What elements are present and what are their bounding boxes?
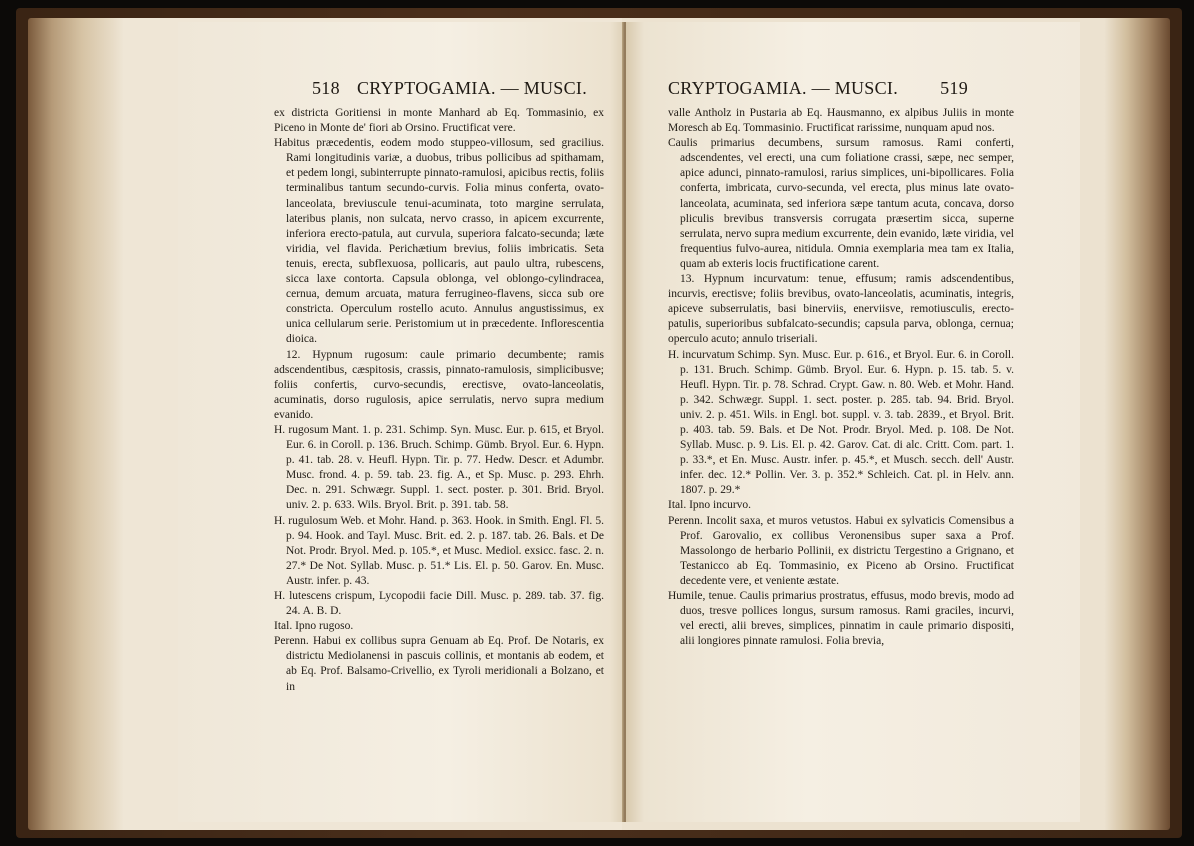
- paragraph: Humile, tenue. Caulis primarius prostratus, effusus, modo brevis, modo ad duos, tresve pollices longus, sursum ramosus. Rami graciles, incurvi, vel erecti, alii breves, simplices, pinnatim in caule primario dispositi, alii longiores pinnate ramulosi. Folia brevia,: [668, 590, 1014, 648]
- paragraph: Perenn. Incolit saxa, et muros vetustos. Habui ex sylvaticis Comensibus a Prof. Garovalio, ex collibus Veronensibus super saxa a Prof. Massolongo de herbario Pollinii, ex districtu Tergestino a Grignano, et Testanicco ab Eq. Tommasinio, ex Piceno ab Orsino. Fructificat decedente vere, et veniente æstate.: [668, 514, 1014, 587]
- paragraph: valle Antholz in Pustaria ab Eq. Hausmanno, ex alpibus Juliis in monte Moresch ab Eq. Tommasinio. Fructificat rarissime, nunquam apud nos.: [668, 107, 1014, 135]
- species-entry: 13. Hypnum incurvatum: tenue, effusum; ramis adscendentibus, incurvis, erectisve; foliis brevibus, ovato-lanceolatis, acuminatis, integris, apiceve subserrulatis, basi binerviis, enerviisve, remotiusculis, erecto-patulis, superioribus subfalcato-secundis; capsula parva, oblonga, cernua; operculo acuto; annulo triseriali.: [668, 273, 1014, 346]
- italian-name: Ital. Ipno incurvo.: [668, 499, 752, 512]
- right-page-text: [668, 106, 1014, 649]
- left-page-header: [312, 78, 612, 104]
- running-title: CRYPTOGAMIA. — MUSCI.: [357, 78, 588, 98]
- page-number: 519: [940, 78, 968, 98]
- paragraph: Caulis primarius decumbens, sursum ramosus. Rami conferti, adscendentes, vel erecti, una cum foliatione crassi, sæpe, nec semper, apice adunci, pinnato-ramulosi, rarius simplices, uni-bipollicares. Folia conferta, imbricata, curvo-secunda, vel erecta, plus minus late ovato-lanceolata, acuminata, sed inferiora sæpe tantum acuta, concava, dorso pliculis brevibus transversis corrugata præsertim sicca, superne serrulata, nervo supra medium excurrente, dein evanido, læte viridia, vel frequentius fulvo-aurea, nitidula. Omnia exemplaria mea tam ex Italia, quam ab exteris locis fructificatione carent.: [668, 137, 1014, 270]
- synonymy: H. rugulosum Web. et Mohr. Hand. p. 363. Hook. in Smith. Engl. Fl. 5. p. 94. Hook. and Tayl. Musc. Brit. ed. 2. p. 187. tab. 26. Bals. et De Not. Prodr. Bryol. Med. p. 105.*, et Musc. Mediol. exsicc. fasc. 2. n. 27.* De Not. Syllab. Musc. p. 51.* Lis. El. p. 50. Garov. En. Musc. Austr. infer. p. 43.: [274, 514, 604, 587]
- synonymy: H. incurvatum Schimp. Syn. Musc. Eur. p. 616., et Bryol. Eur. 6. in Coroll. p. 131. Bruch. Schimp. Gümb. Bryol. Eur. 6. Hypn. p. 15. tab. 5. v. Heufl. Hypn. Tir. p. 78. Schrad. Crypt. Gaw. n. 80. Web. et Mohr. Hand. p. 342. Schwægr. Suppl. 1. sect. poster. p. 285. tab. 94. Brid. Bryol. univ. 2. p. 451. Wils. in Engl. bot. suppl. v. 3. tab. 2839., et Bryol. Brit. p. 403. tab. 59. Bals. et De Not. Prodr. Bryol. Med. p. 108. De Not. Syllab. Musc. p. 9. Lis. El. p. 42. Garov. Cat. di alc. Critt. Com. part. 1. p. 33.*, et En. Musc. Austr. infer. p. 45.*, et Musch. secch. dell' Austr. infer. dec. 12.* Pollin. Ver. 3. p. 352.* Schleich. Cat. pl. in Helv. ann. 1807. p. 29.*: [668, 348, 1014, 497]
- left-page-text: [274, 106, 604, 695]
- species-entry: 12. Hypnum rugosum: caule primario decumbente; ramis adscendentibus, cæspitosis, crassis, pinnato-ramulosis, simplicibusve; foliis confertis, curvo-secundis, erectisve, ovato-lanceolatis, acuminatis, dorso rugulosis, apice serrulatis, nervo supra medium evanido.: [274, 348, 604, 421]
- page-number: 518: [312, 78, 340, 98]
- paragraph: ex districta Goritiensi in monte Manhard ab Eq. Tommasinio, ex Piceno in Monte de' fiori ab Orsino. Fructificat vere.: [274, 107, 604, 135]
- synonymy: H. lutescens crispum, Lycopodii facie Dill. Musc. p. 289. tab. 37. fig. 24. A. B. D.: [274, 590, 604, 618]
- paragraph: Perenn. Habui ex collibus supra Genuam ab Eq. Prof. De Notaris, ex districtu Mediolanensi in pascuis collinis, et montanis ab eodem, et ab Eq. Prof. Balsamo-Crivellio, ex Tyroli meridionali a Bolzano, et in: [274, 635, 604, 693]
- left-page: [178, 22, 628, 822]
- paragraph: Habitus præcedentis, eodem modo stuppeo-villosum, sed gracilius. Rami longitudinis variæ, a duobus, tribus pollicibus ad spithamam, et pedem longi, subinterrupte pinnato-ramulosi, apicibus rectis, foliis terminalibus tantum secundo-curvis. Folia minus conferta, ovato-lanceolata, breviuscule tenui-acuminata, toto margine serrulata, lateribus planis, non sulcata, nervo crasso, in apicem excurrente, inferiora erecto-patula, aut curvula, superiora falcato-secunda; læte viridia, vel flavida. Perichætium brevius, foliis imbricatis. Seta tenuis, erecta, subflexuosa, pollicaris, aut paulo ultra, rubescens, sicca laxe contorta. Capsula oblonga, vel oblongo-cylindracea, cernua, demum arcuata, matura ferrugineo-flavens, sicca sub ore constricta. Operculum rostello acuto. Annulus angustissimus, ex unica cellularum serie. Peristomium ut in præcedente. Inflorescentia dioica.: [274, 137, 604, 346]
- right-page: [626, 22, 1080, 822]
- synonymy: H. rugosum Mant. 1. p. 231. Schimp. Syn. Musc. Eur. p. 615, et Bryol. Eur. 6. in Coroll. p. 136. Bruch. Schimp. Gümb. Bryol. Eur. 6. Hypn. p. 41. tab. 28. v. Heufl. Hypn. Tir. p. 77. Hedw. Descr. et Adumbr. Musc. frond. 4. p. 59. tab. 23. fig. A., et Sp. Musc. p. 293. Ehrh. Dec. n. 291. Schwægr. Suppl. 1. sect. poster. p. 301. Brid. Bryol. univ. 2. p. 633. Wils. Bryol. Brit. p. 391. tab. 58.: [274, 423, 604, 512]
- right-page-header: [668, 78, 968, 104]
- italian-name: Ital. Ipno rugoso.: [274, 620, 354, 633]
- running-title: CRYPTOGAMIA. — MUSCI.: [668, 78, 899, 98]
